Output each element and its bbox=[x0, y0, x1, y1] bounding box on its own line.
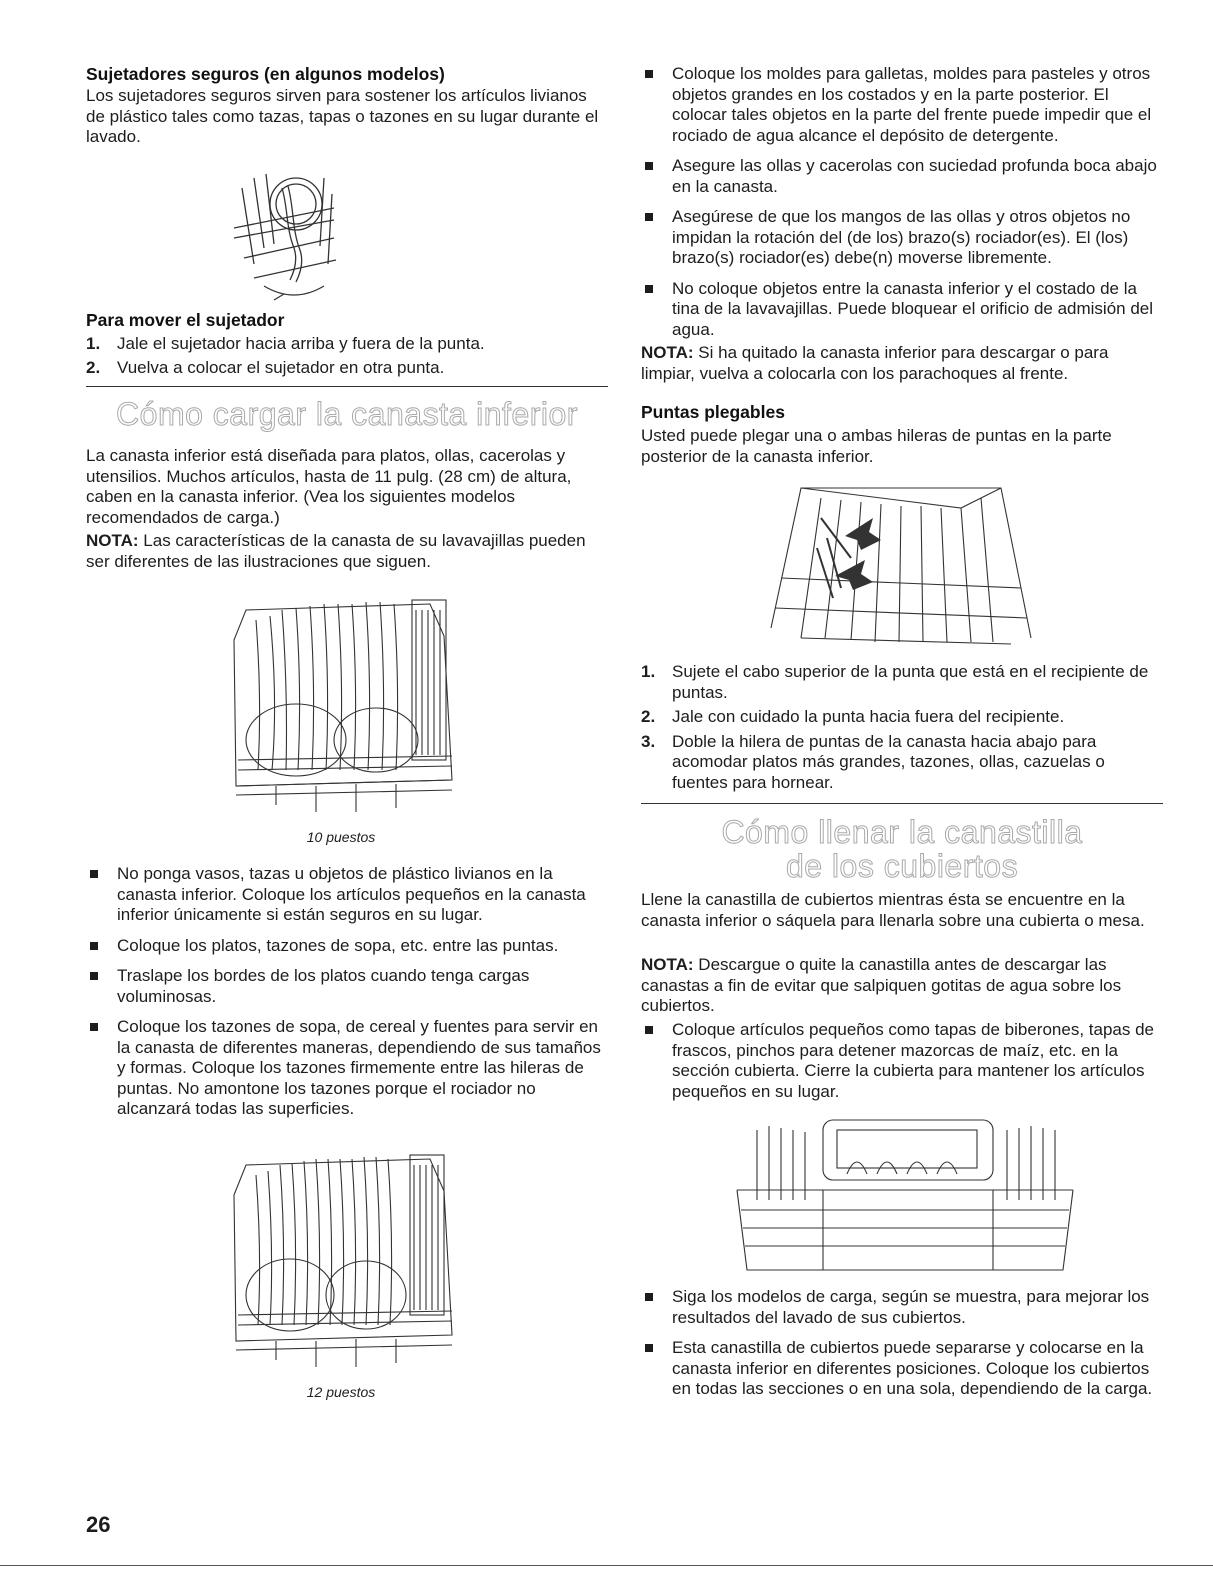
list-item: No coloque objetos entre la canasta inferior y el costado de la tina de la lavavajillas. Puede bloquear el orificio de admisión del agua. bbox=[641, 279, 1163, 341]
silverware-basket-illustration bbox=[727, 1110, 1083, 1280]
note-label: NOTA: bbox=[641, 955, 694, 974]
secure-holders-heading: Sujetadores seguros (en algunos modelos) bbox=[86, 64, 445, 84]
ten-place-setting-illustration bbox=[216, 580, 478, 820]
step-text: Jale el sujetador hacia arriba y fuera de la punta. bbox=[117, 334, 485, 353]
rack-note bbox=[641, 343, 1163, 384]
move-holder-heading: Para mover el sujetador bbox=[86, 310, 285, 330]
page-number: 26 bbox=[86, 1512, 111, 1537]
list-item: Coloque los tazones de sopa, de cereal y fuentes para servir en la canasta de diferentes maneras, dependiendo de sus tamaños y formas. Coloque los tazones firmemente entre las hileras de puntas. No amontone los tazones porque el rociador no alcanzará todas las superficies. bbox=[86, 1017, 608, 1120]
lower-rack-intro: La canasta inferior está diseñada para platos, ollas, cacerolas y utensilios. Muchos artículos, hasta de 11 pulg. (28 cm) de altura, caben en la canasta inferior. (Vea los siguientes modelos recomendados de carga.) bbox=[86, 446, 572, 527]
step-number: 3. bbox=[641, 731, 656, 751]
step-text: Vuelva a colocar el sujetador en otra punta. bbox=[117, 357, 445, 377]
list-item: Coloque los moldes para galletas, moldes para pasteles y otros objetos grandes en los costados y en la parte posterior. El colocar tales objetos en la parte del frente puede impedir que el rociado de agua alcance el depósito de detergente. bbox=[641, 64, 1163, 146]
divider bbox=[86, 386, 608, 387]
page-bottom-rule bbox=[0, 1565, 1213, 1566]
twelve-place-caption: 12 puestos bbox=[306, 1384, 376, 1400]
note-label: NOTA: bbox=[641, 343, 694, 362]
secure-holders-body: Los sujetadores seguros sirven para sostener los artículos livianos de plástico tales como tazas, tapas o tazones en su lugar durante el lavado. bbox=[86, 86, 599, 146]
list-item: Traslape los bordes de los platos cuando tenga cargas voluminosas. bbox=[86, 966, 608, 1007]
silverware-title-line2: de los cubiertos bbox=[785, 848, 1019, 884]
step-number: 2. bbox=[86, 357, 101, 377]
silverware-bullets bbox=[641, 1287, 1163, 1400]
step-text: Sujete el cabo superior de la punta que está en el recipiente de puntas. bbox=[672, 662, 1149, 702]
list-item bbox=[86, 358, 608, 379]
list-item: Siga los modelos de carga, según se muestra, para mejorar los resultados del lavado de sus cubiertos. bbox=[641, 1287, 1163, 1328]
note-text: Si ha quitado la canasta inferior para descargar o para limpiar, vuelva a colocarla con los parachoques al frente. bbox=[641, 343, 1109, 383]
step-text: Doble la hilera de puntas de la canasta hacia abajo para acomodar platos más grandes, tazones, ollas, cazuelas o fuentes para hornear. bbox=[672, 731, 1105, 792]
silverware-title-line1: Cómo llenar la canastilla bbox=[721, 814, 1083, 850]
silverware-note bbox=[641, 955, 1163, 1017]
step-number: 1. bbox=[86, 334, 101, 353]
note-text: Las características de la canasta de su lavavajillas pueden ser diferentes de las ilustraciones que siguen. bbox=[86, 531, 586, 571]
list-item: Esta canastilla de cubiertos puede separarse y colocarse en la canasta inferior en diferentes posiciones. Coloque los cubiertos en todas las secciones o en una sola, dependiendo de la carga. bbox=[641, 1338, 1163, 1400]
silverware-top-bullet bbox=[641, 1020, 1163, 1102]
list-item: Coloque artículos pequeños como tapas de biberones, tapas de frascos, pinchos para detener mazorcas de maíz, etc. en la sección cubierta. Cierre la cubierta para mantener los artículos pequeños en su lugar. bbox=[641, 1020, 1163, 1102]
loading-bullets bbox=[641, 64, 1163, 340]
note-text: Descargue o quite la canastilla antes de descargar las canastas a fin de evitar que salpiquen gotitas de agua sobre los cubiertos. bbox=[641, 955, 1122, 1015]
divider bbox=[641, 803, 1163, 804]
lower-rack-section-title: Cómo cargar la canasta inferior bbox=[116, 396, 578, 432]
twelve-place-setting-illustration bbox=[216, 1135, 478, 1375]
fold-tines-heading: Puntas plegables bbox=[641, 402, 785, 422]
fold-tines-body: Usted puede plegar una o ambas hileras de puntas en la parte posterior de la canasta inferior. bbox=[641, 426, 1112, 466]
list-item: Asegure las ollas y cacerolas con suciedad profunda boca abajo en la canasta. bbox=[641, 156, 1163, 197]
step-number: 1. bbox=[641, 662, 656, 681]
list-item: Coloque los platos, tazones de sopa, etc. entre las puntas. bbox=[86, 936, 608, 957]
list-item bbox=[641, 707, 1163, 728]
list-item bbox=[86, 334, 608, 355]
note-label: NOTA: bbox=[86, 531, 139, 550]
folding-tines-illustration bbox=[761, 478, 1041, 653]
step-text: Jale con cuidado la punta hacia fuera del recipiente. bbox=[672, 707, 1065, 726]
ten-place-caption: 10 puestos bbox=[306, 829, 376, 845]
lower-rack-note bbox=[86, 531, 608, 572]
list-item: Asegúrese de que los mangos de las ollas y otros objetos no impidan la rotación del (de los) brazo(s) rociador(es). El (los) brazo(s) rociador(es) debe(n) moverse libremente. bbox=[641, 207, 1163, 269]
move-holder-steps bbox=[86, 334, 608, 378]
cup-holder-illustration bbox=[224, 168, 344, 308]
silverware-body: Llene la canastilla de cubiertos mientras ésta se encuentre en la canasta inferior o sáquela para llenarla sobre una cubierta o mesa. bbox=[641, 890, 1145, 930]
fold-tines-steps bbox=[641, 662, 1163, 793]
list-item bbox=[641, 732, 1163, 794]
list-item: No ponga vasos, tazas u objetos de plástico livianos en la canasta inferior. Coloque los artículos pequeños en la canasta inferior únicamente si están seguros en su lugar. bbox=[86, 864, 608, 926]
step-number: 2. bbox=[641, 707, 656, 726]
list-item bbox=[641, 662, 1163, 703]
lower-rack-bullets bbox=[86, 864, 608, 1120]
